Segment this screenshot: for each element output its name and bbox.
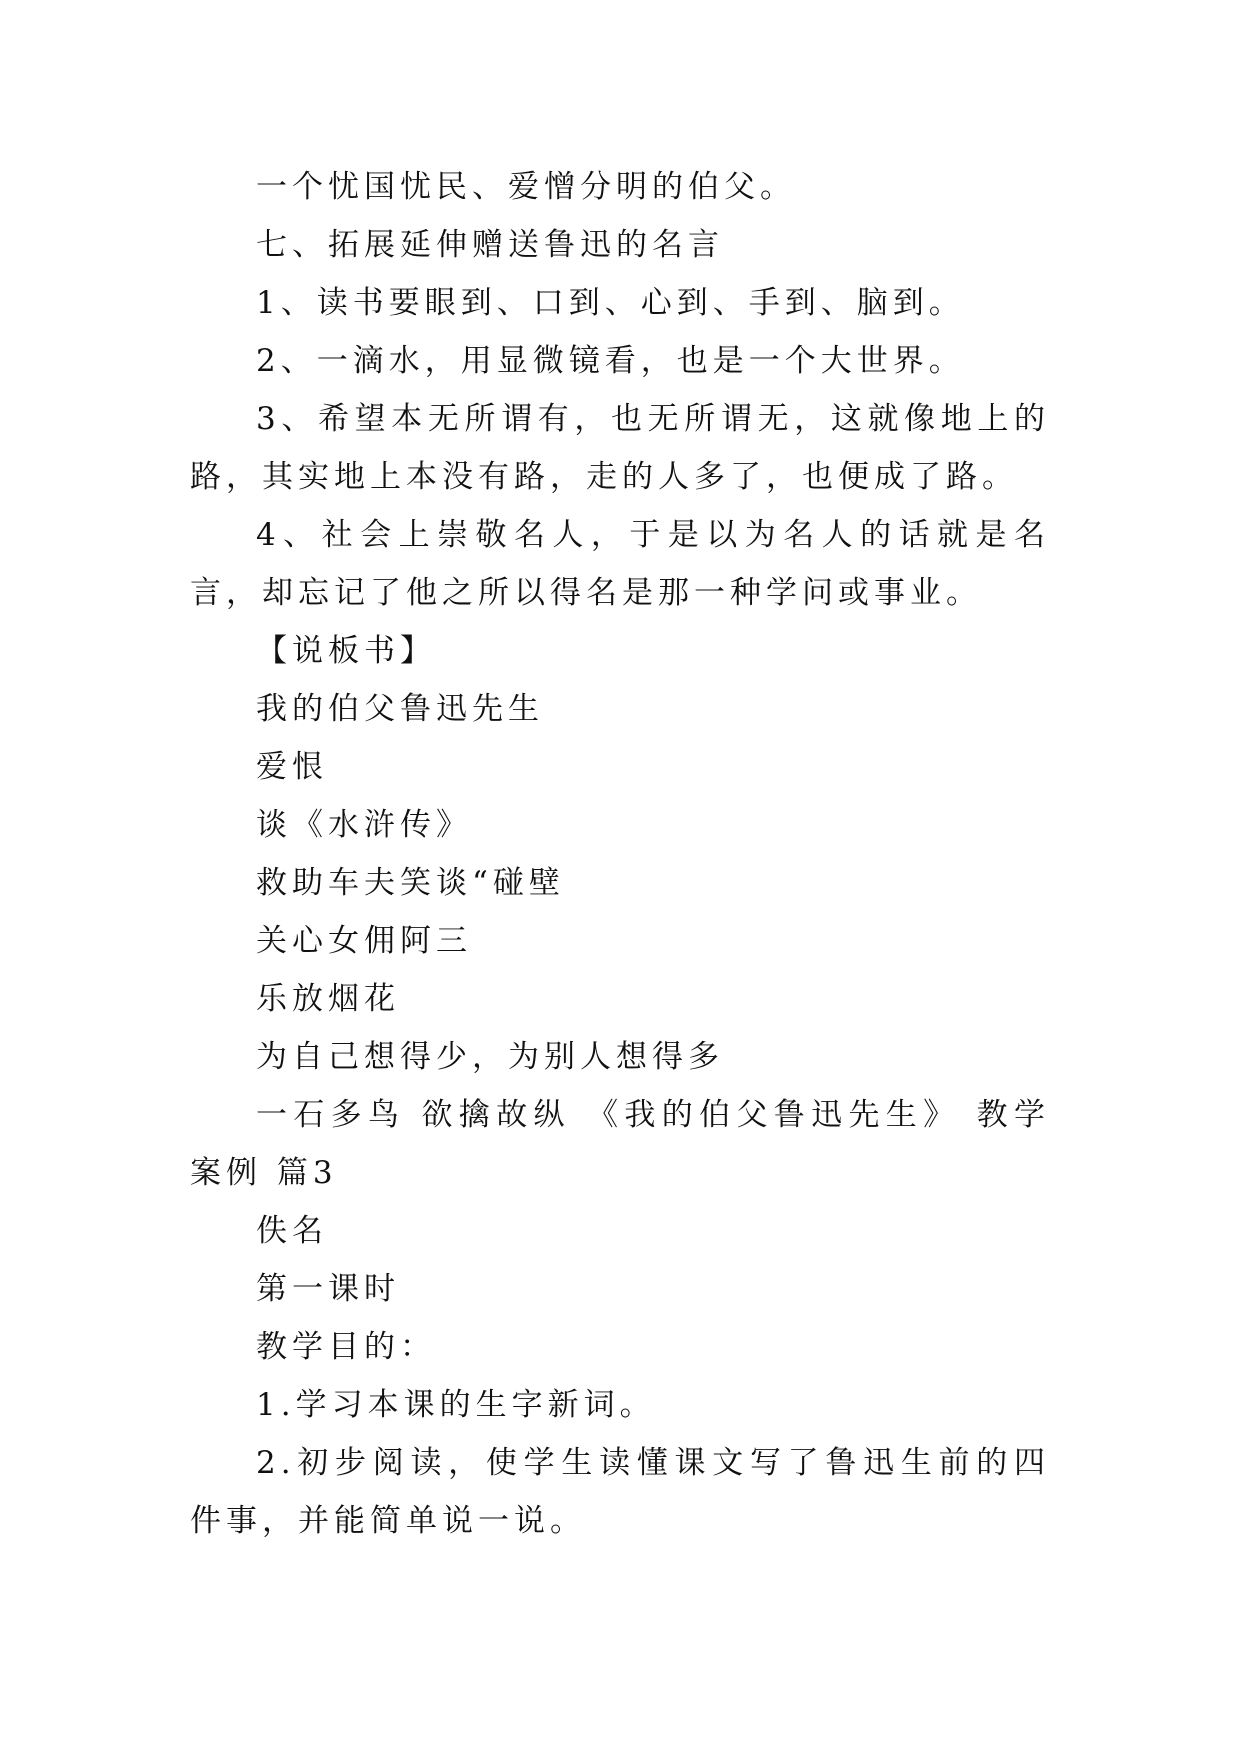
quote-item-4: 4、社会上崇敬名人，于是以为名人的话就是名言，却忘记了他之所以得名是那一种学问或事业。 (190, 517, 1050, 611)
blackboard-line: 爱恨 (256, 749, 328, 785)
case-title: 一石多鸟 欲擒故纵 《我的伯父鲁迅先生》 教学案例 篇3 (190, 1097, 1050, 1191)
quote-item-1: 1、读书要眼到、口到、心到、手到、脑到。 (256, 285, 965, 321)
paragraph-conclusion: 一个忧国忧民、爱憎分明的伯父。 (256, 169, 796, 205)
blackboard-heading: 【说板书】 (256, 633, 436, 669)
blackboard-line: 关心女佣阿三 (256, 923, 472, 959)
blackboard-title: 我的伯父鲁迅先生 (256, 691, 544, 727)
quote-item-3: 3、希望本无所谓有，也无所谓无，这就像地上的路，其实地上本没有路，走的人多了，也便成了路。 (190, 401, 1050, 495)
section-heading-extension: 七、拓展延伸赠送鲁迅的名言 (256, 227, 724, 263)
author-line: 佚名 (256, 1213, 328, 1249)
objectives-heading: 教学目的： (256, 1329, 436, 1365)
quote-item-2: 2、一滴水，用显微镜看，也是一个大世界。 (256, 343, 965, 379)
objective-item-2: 2.初步阅读，使学生读懂课文写了鲁迅生前的四件事，并能简单说一说。 (190, 1445, 1050, 1539)
blackboard-line: 谈《水浒传》 (256, 807, 472, 843)
objective-item-1: 1.学习本课的生字新词。 (256, 1387, 656, 1423)
blackboard-line: 乐放烟花 (256, 981, 400, 1017)
document-body (190, 158, 1050, 1550)
blackboard-line: 救助车夫笑谈“碰壁 (256, 865, 565, 901)
lesson-period: 第一课时 (256, 1271, 400, 1307)
blackboard-summary: 为自己想得少，为别人想得多 (256, 1039, 724, 1075)
